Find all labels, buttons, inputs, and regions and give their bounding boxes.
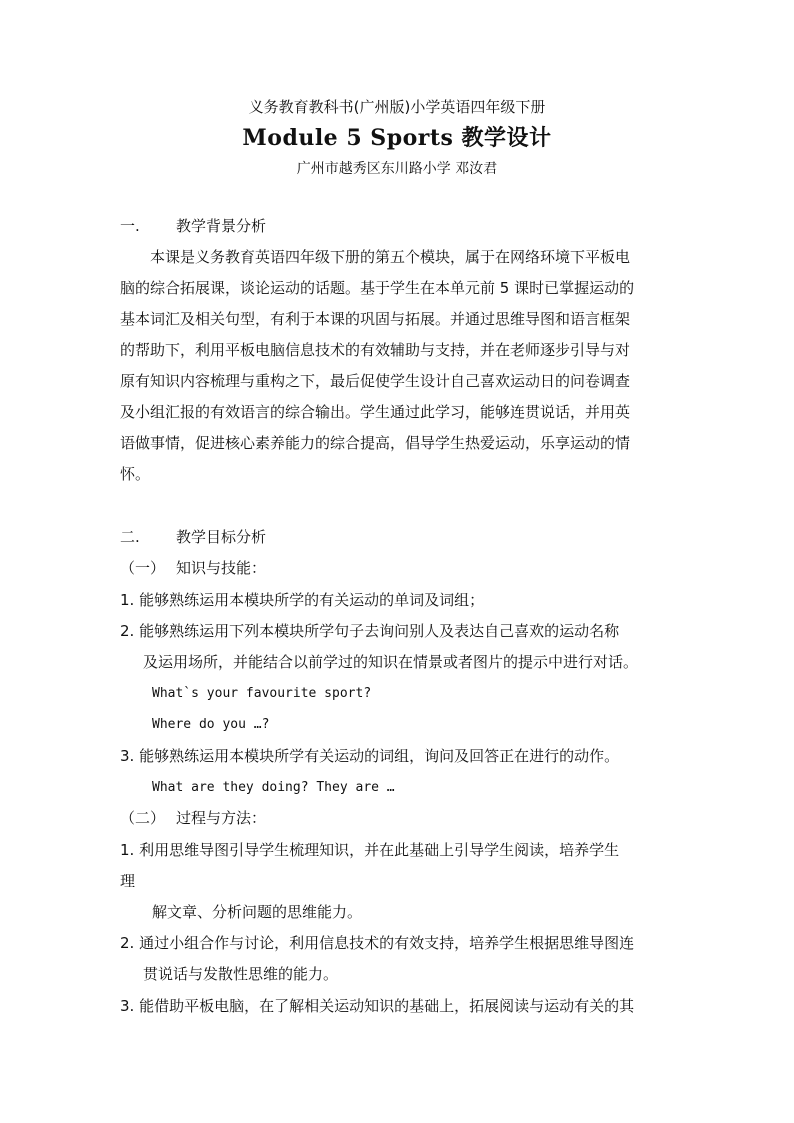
section1-number: 一. — [120, 217, 140, 235]
section2-heading — [120, 527, 266, 547]
list-item: 3. 能借助平板电脑，在了解相关运动知识的基础上，拓展阅读与运动有关的其 — [120, 997, 635, 1015]
list-item: 2. 通过小组合作与讨论，利用信息技术的有效支持，培养学生根据思维导图连 — [120, 934, 635, 952]
subsection2-label: （二） — [120, 809, 166, 827]
section1-line: 的帮助下，利用平板电脑信息技术的有效辅助与支持，并在老师逐步引导与对 — [120, 341, 631, 359]
section1-line: 及小组汇报的有效语言的综合输出。学生通过此学习，能够连贯说话，并用英 — [120, 403, 631, 421]
subsection1-heading — [120, 558, 266, 578]
example-sentence: Where do you …? — [152, 717, 270, 732]
book-title: 义务教育教科书(广州版)小学英语四年级下册 — [248, 98, 546, 116]
subsection2-title: 过程与方法： — [176, 809, 267, 827]
main-title: Module 5 Sports 教学设计 — [242, 125, 552, 151]
list-item-continuation: 理 — [120, 872, 136, 890]
subsection1-label: （一） — [120, 559, 166, 577]
section1-line: 原有知识内容梳理与重构之下，最后促使学生设计自己喜欢运动日的问卷调查 — [120, 372, 631, 390]
list-item: 3. 能够熟练运用本模块所学有关运动的词组，询问及回答正在进行的动作。 — [120, 747, 620, 765]
section1-line: 语做事情，促进核心素养能力的综合提高，倡导学生热爱运动，乐享运动的情 — [120, 434, 631, 452]
example-sentence: What`s your favourite sport? — [152, 686, 372, 701]
section1-line: 怀。 — [120, 465, 151, 483]
list-item: 2. 能够熟练运用下列本模块所学句子去询问别人及表达自己喜欢的运动名称 — [120, 622, 620, 640]
section1-heading — [120, 216, 266, 236]
list-item: 1. 利用思维导图引导学生梳理知识，并在此基础上引导学生阅读，培养学生 — [120, 841, 620, 859]
list-item-continuation: 解文章、分析问题的思维能力。 — [152, 903, 363, 921]
section2-title: 教学目标分析 — [176, 528, 267, 546]
section1-line: 脑的综合拓展课，谈论运动的话题。基于学生在本单元前 5 课时已掌握运动的 — [120, 279, 635, 297]
section1-title: 教学背景分析 — [176, 217, 267, 235]
example-sentence: What are they doing? They are … — [152, 780, 395, 795]
list-item: 1. 能够熟练运用本模块所学的有关运动的单词及词组； — [120, 591, 485, 609]
subsection1-title: 知识与技能： — [176, 559, 267, 577]
subsection2-heading — [120, 808, 266, 828]
section2-number: 二. — [120, 528, 140, 546]
section1-line: 基本词汇及相关句型，有利于本课的巩固与拓展。并通过思维导图和语言框架 — [120, 310, 631, 328]
section1-line: 本课是义务教育英语四年级下册的第五个模块，属于在网络环境下平板电 — [150, 248, 631, 266]
list-item-continuation: 贯说话与发散性思维的能力。 — [143, 965, 339, 983]
author-line: 广州市越秀区东川路小学 邓汝君 — [296, 161, 498, 177]
list-item-continuation: 及运用场所，并能结合以前学过的知识在情景或者图片的提示中进行对话。 — [143, 653, 639, 671]
